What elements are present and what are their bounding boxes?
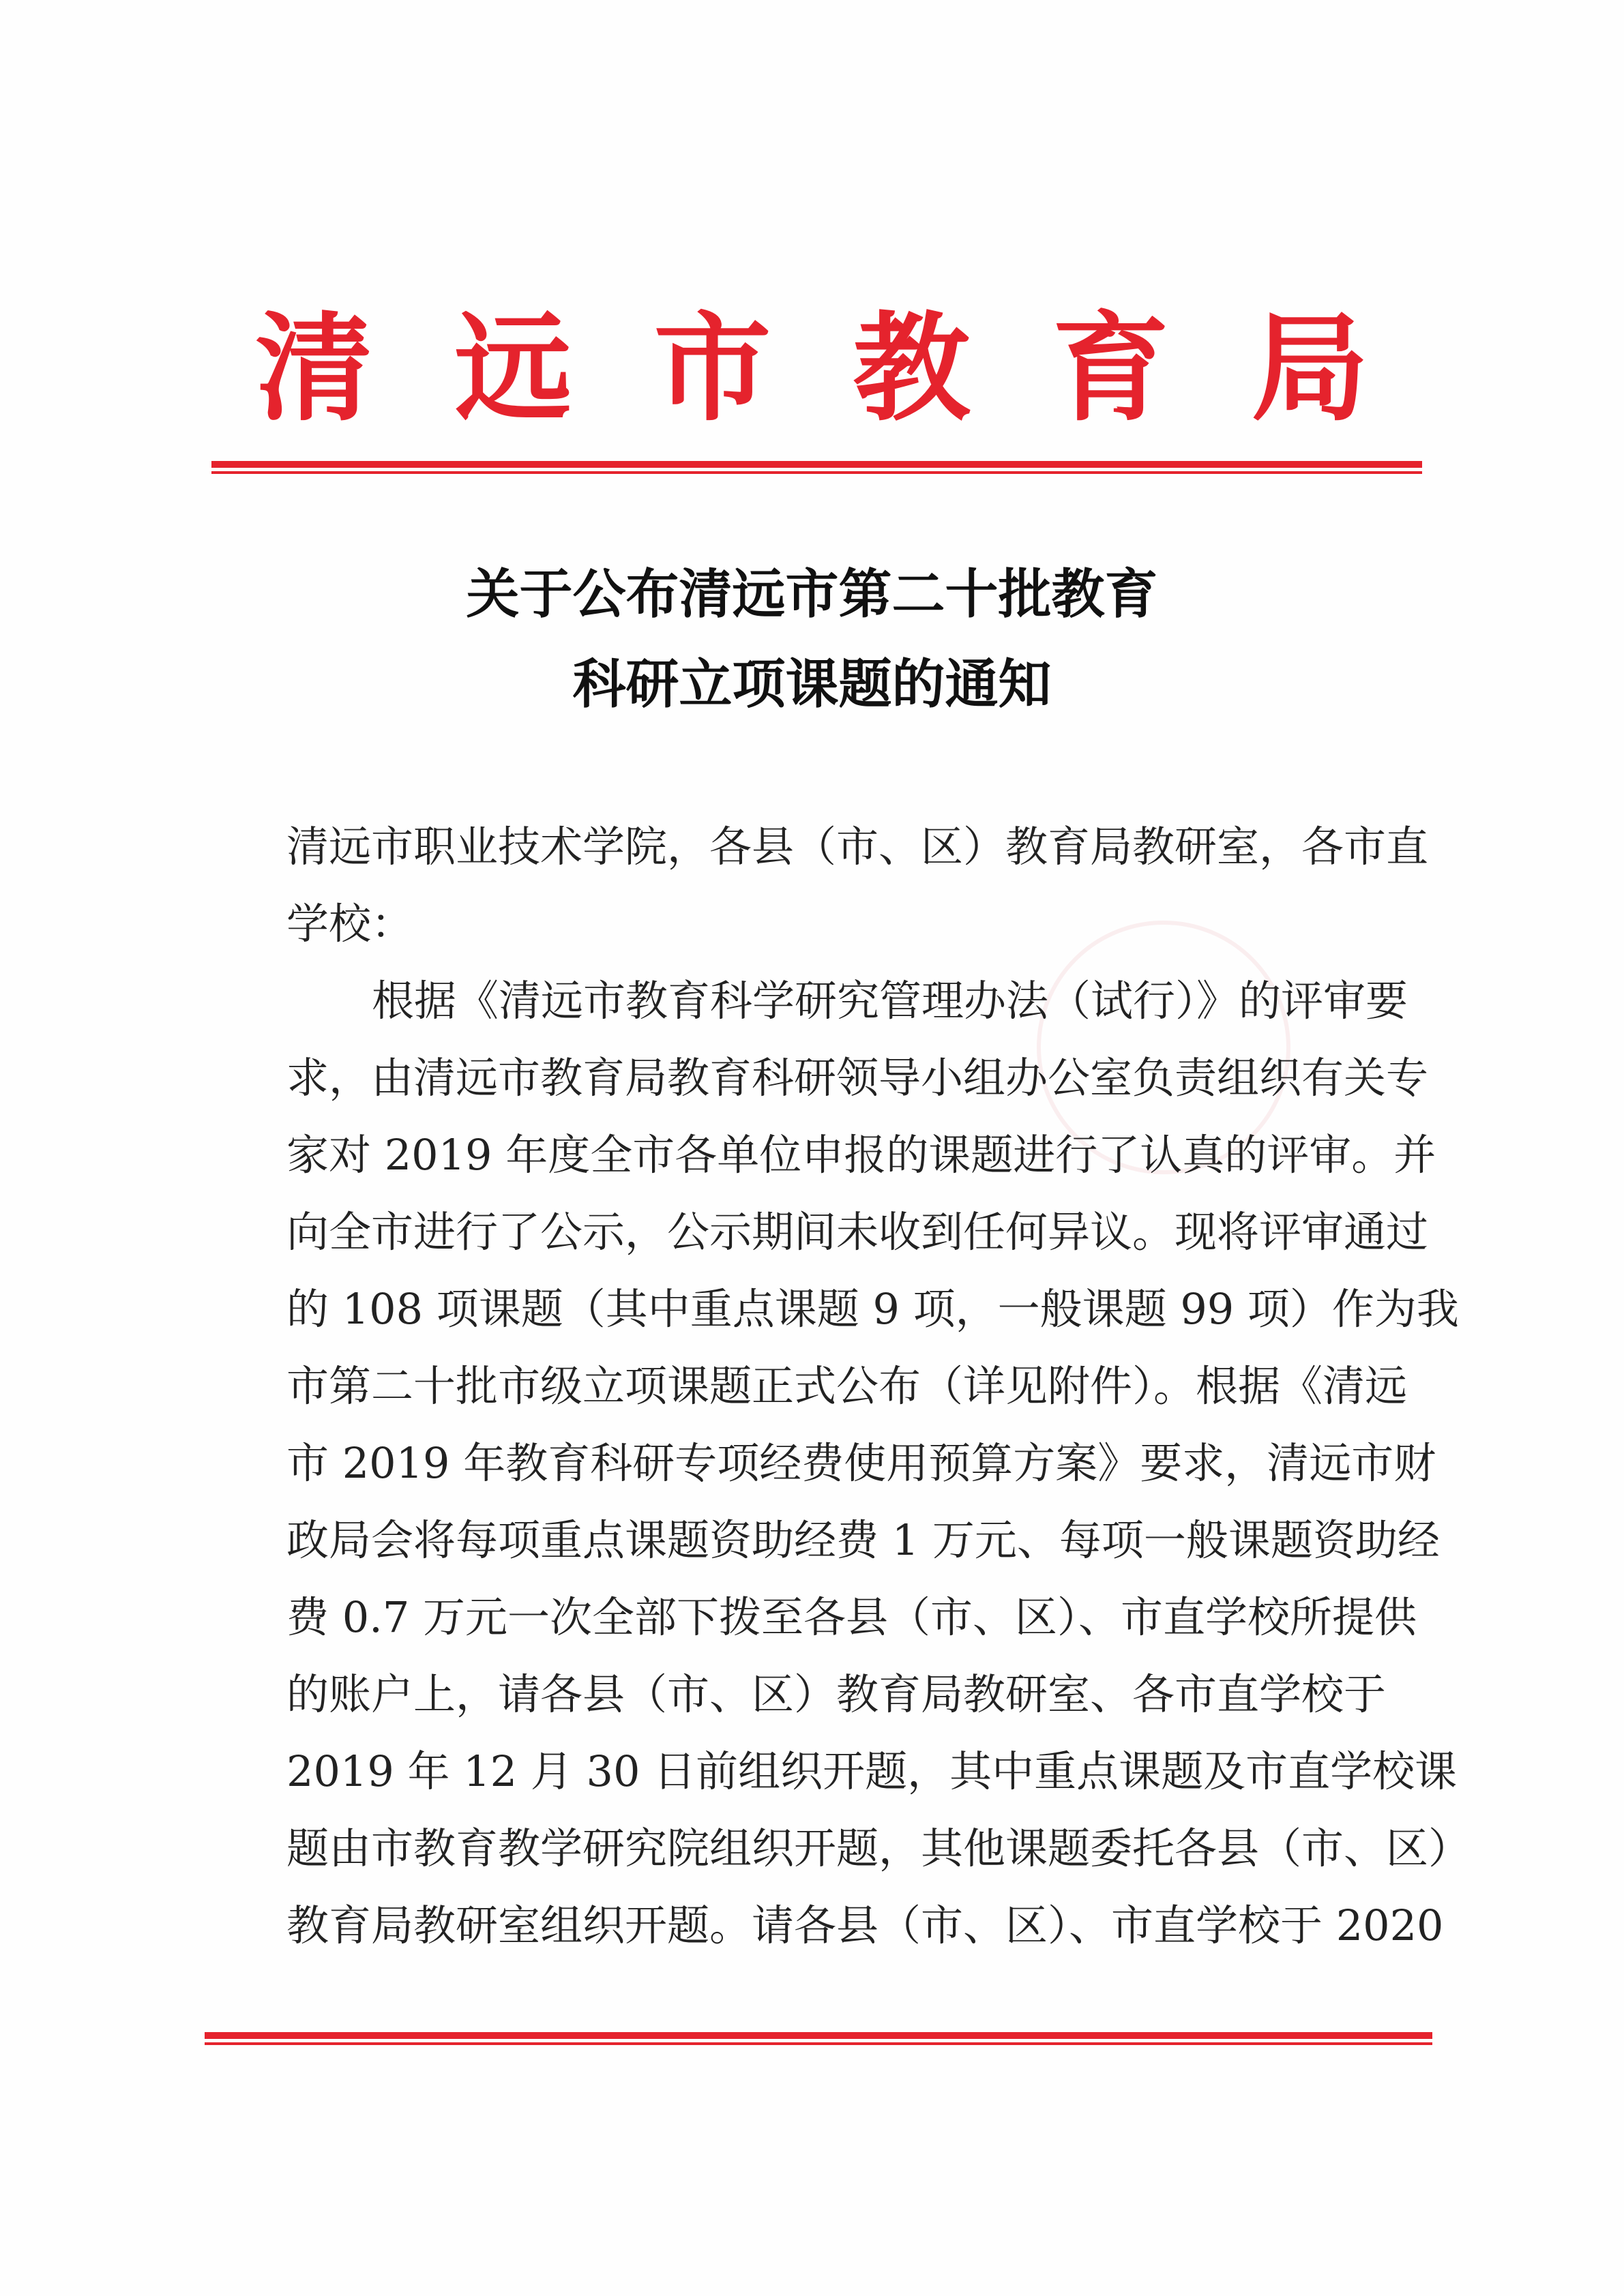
document-title-line: 科研立项课题的通知 (572, 653, 1052, 715)
salutation-line: 学校： (286, 899, 414, 949)
red-rule-thin (211, 471, 1422, 474)
red-rule-thin (205, 2042, 1432, 2045)
letterhead-org-name: 清远市教育局 (255, 299, 1451, 437)
red-rule-thick (211, 461, 1422, 468)
letterhead-red-rule (211, 461, 1422, 475)
body-line: 题由市教育教学研究院组织开题，其他课题委托各县（市、区） (286, 1823, 1471, 1873)
body-line: 的 108 项课题（其中重点课题 9 项，一般课题 99 项）作为我 (286, 1284, 1459, 1334)
body-line: 教育局教研室组织开题。请各县（市、区）、市直学校于 2020 (286, 1900, 1444, 1950)
body-line: 的账户上，请各县（市、区）教育局教研室、各市直学校于 (286, 1669, 1387, 1719)
body-line: 市 2019 年教育科研专项经费使用预算方案》要求，清远市财 (286, 1438, 1436, 1488)
body-line: 费 0.7 万元一次全部下拨至各县（市、区）、市直学校所提供 (286, 1592, 1417, 1642)
body-line: 向全市进行了公示，公示期间未收到任何异议。现将评审通过 (286, 1207, 1429, 1257)
body-line: 根据《清远市教育科学研究管理办法（试行）》的评审要 (372, 976, 1408, 1026)
body-line: 2019 年 12 月 30 日前组织开题，其中重点课题及市直学校课 (286, 1746, 1458, 1796)
body-line: 求，由清远市教育局教育科研领导小组办公室负责组织有关专 (286, 1053, 1429, 1103)
document-title (0, 550, 1624, 730)
body-line: 家对 2019 年度全市各单位申报的课题进行了认真的评审。并 (286, 1130, 1436, 1180)
document-body (286, 808, 1471, 1964)
body-line: 政局会将每项重点课题资助经费 1 万元、每项一般课题资助经 (286, 1515, 1440, 1565)
footer-red-rule (205, 2032, 1432, 2046)
document-title-line: 关于公布清远市第二十批教育 (466, 563, 1158, 625)
salutation-line: 清远市职业技术学院，各县（市、区）教育局教研室，各市直 (286, 822, 1429, 871)
body-line: 市第二十批市级立项课题正式公布（详见附件）。根据《清远 (286, 1361, 1408, 1411)
red-rule-thick (205, 2032, 1432, 2039)
